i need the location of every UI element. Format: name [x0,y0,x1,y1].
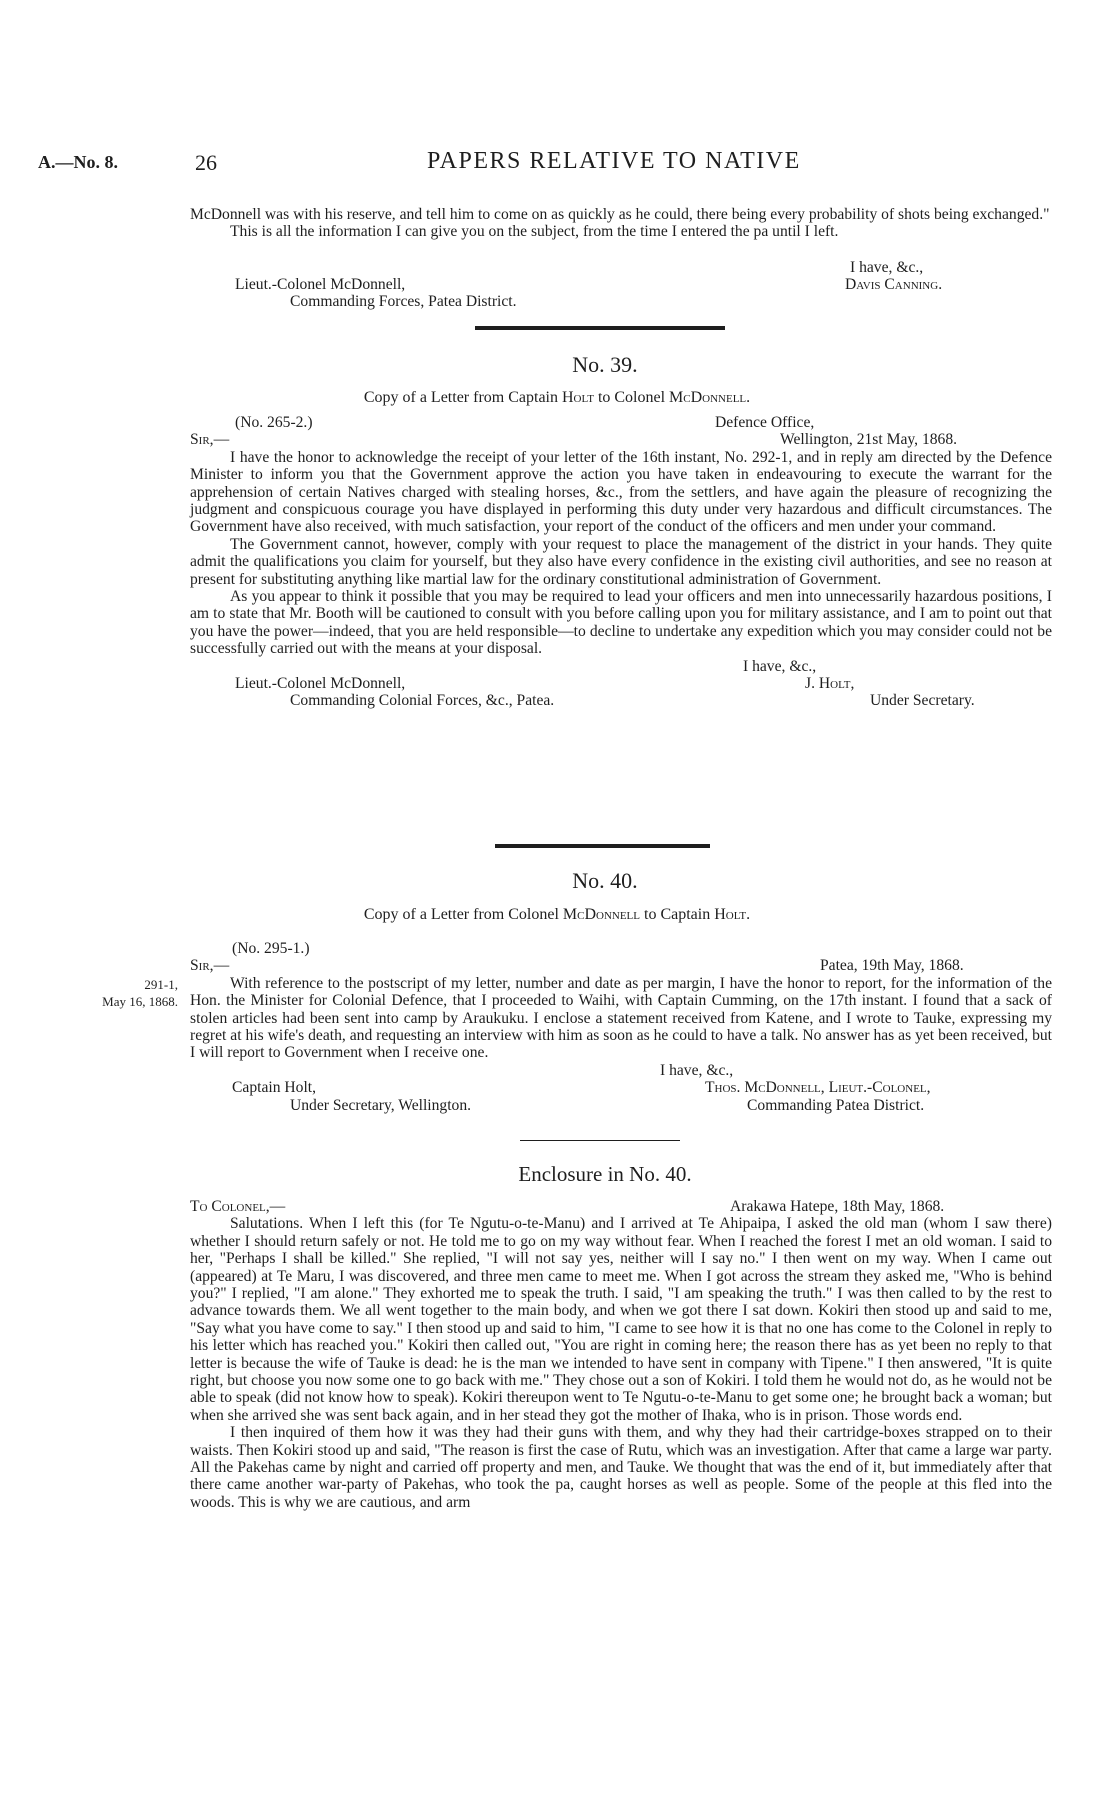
letter-reference: (No. 295-1.) [232,940,310,957]
letter-reference: (No. 265-2.) [235,414,313,431]
continuation-paragraph: This is all the information I can give you on the subject, from the time I entered the pa until I left. [230,223,839,241]
continuation-block [190,206,1052,241]
letter-subtitle: Copy of a Letter from Captain Holt to Colonel McDonnell. [363,389,751,406]
closing-phrase: I have, &c., [850,258,924,276]
place-date: Wellington, 21st May, 1868. [780,431,958,449]
letter-number-heading: No. 39. [572,352,638,377]
signature: J. Holt, [805,675,855,693]
place-date: Arakawa Hatepe, 18th May, 1868. [730,1198,945,1215]
enclosure-letter [190,1198,1052,1511]
section-rule [475,326,725,330]
letter-paragraph: I have the honor to acknowledge the receipt of your letter of the 16th instant, No. 292-1, and in reply am directed by the Defence Minister to inform you that the Government approve the action you have taken in endeavouring to execute the warrant for the apprehension of certain Natives charged with stealing horses, &c., from the settlers, and have again the pleasure of recognizing the judgment and conspicuous courage you have displayed in performing this duty under very hazardous and difficult circumstances. The Government have also received, with much satisfaction, your report of the conduct of the officers and men under your command. [190,448,1052,536]
document-reference: A.—No. 8. [38,152,118,172]
letter-number-heading: No. 40. [572,868,638,893]
addressee-name: Captain Holt, [232,1079,317,1097]
salutation: Sir,— [190,431,230,449]
closing-phrase: I have, &c., [743,657,817,675]
addressee-name: Lieut.-Colonel McDonnell, [235,276,406,293]
section-rule [520,1140,680,1141]
office-name: Defence Office, [715,414,815,431]
page-number: 26 [195,150,217,175]
letter-paragraph: As you appear to think it possible that you may be required to lead your officers and men into unnecessarily hazardous positions, I am to state that Mr. Booth will be cautioned to consult with you before calling upon you for military assistance, and I am to point out that you have the power—indeed, that you are held responsible—to decline to undertake any expedition which you may consider could not be successfully carried out with the means at your disposal. [190,588,1052,658]
letter-39 [190,414,1052,710]
running-title: PAPERS RELATIVE TO NATIVE [427,148,801,174]
place-date: Patea, 19th May, 1868. [820,957,964,975]
addressee-title: Under Secretary, Wellington. [290,1096,472,1114]
addressee-title: Commanding Forces, Patea District. [290,293,517,311]
addressee-name: Lieut.-Colonel McDonnell, [235,675,406,693]
margin-note: 291-1, May 16, 1868. [102,977,178,1010]
salutation: Sir,— [190,957,230,975]
signature-title: Under Secretary. [870,692,975,710]
signature-title: Commanding Patea District. [747,1096,925,1114]
letter-subtitle: Copy of a Letter from Colonel McDonnell to Captain Holt. [363,906,751,923]
closing-phrase: I have, &c., [660,1061,734,1079]
continuation-addressee [190,276,1052,311]
addressee-title: Commanding Colonial Forces, &c., Patea. [290,692,555,710]
letter-paragraph: With reference to the postscript of my letter, number and date as per margin, I have the honor to report, for the information of the Hon. the Minister for Colonial Defence, that I proceeded to Waihi, with Captain Cumming, on the 17th instant. I found that a sack of stolen articles had been sent into camp by Araukuku. I enclose a statement received from Katene, and I wrote to Tauke, expressing my regret at his wife's death, and requesting an interview with him as soon as he could to have a talk. No answer has as yet been received, but I will report to Government when I receive one. [190,974,1052,1062]
letter-paragraph: I then inquired of them how it was they had their guns with them, and why they had their cartridge-boxes strapped on to their waists. Then Kokiri stood up and said, "The reason is first the case of Rutu, which was an investigation. After that came a large war party. All the Pakehas came by night and carried off property and men, and Tauke. We thought that was the end of it, but immediately after that there came another war-party of Pakehas, who took the pa, caught horses as well as people. Some of the people at this fled into the woods. This is why we are cautious, and arm [190,1424,1052,1511]
continuation-paragraph: McDonnell was with his reserve, and tell him to come on as quickly as he could, there being every probability of shots being exchanged." [190,206,1050,223]
signature: Thos. McDonnell, Lieut.-Colonel, [705,1079,931,1097]
salutation: To Colonel,— [190,1198,286,1215]
enclosure-heading: Enclosure in No. 40. [518,1162,692,1186]
signature: Davis Canning. [845,276,943,293]
letter-40 [190,940,1052,1114]
letter-paragraph: Salutations. When I left this (for Te Ngutu-o-te-Manu) and I arrived at Te Ahipaipa, I asked the old man (whom I saw there) whether I should return safely or not. He told me to go on my way without fear. When I reached the forest I met an old woman. I said to her, "Perhaps I shall be killed." She replied, "I will not say yes, neither will I say no." I then went on my way. When I came out (appeared) at Te Maru, I was discovered, and three men came to meet me. When I got across the stream they asked me, "Who is behind you?" I replied, "I am alone." They exhorted me to speak the truth. I said, "I am speaking the truth." I was then called to by the rest to advance towards them. We all went together to the main body, and when we got there I sat down. Kokiri then stood up and said to me, "Say what you have come to say." I then stood up and said to him, "I came to see how it is that no one has come to the Colonel in reply to his letter which has reached you." Kokiri then called out, "You are right in coming here; the reason there has as yet been no reply to that letter is because the wife of Tauke is dead: he is the man we intended to have sent in company with Tipene." I then answered, "It is quite right, but choose you now some one to go back with me." They chose out a son of Kokiri. I told them he would not do, as he would not be able to speak (did not know how to speak). Kokiri thereupon went to Te Ngutu-o-te-Manu to get some one; he brought back a woman; but when she arrived she was sent back again, and in her stead they got the mother of Ihaka, who is in prison. Those words end. [190,1215,1052,1424]
section-rule [495,844,710,848]
letter-paragraph: The Government cannot, however, comply with your request to place the management of the district in your hands. They quite admit the qualifications you claim for yourself, but they also have every confidence in the existing civil authorities, and see no reason at present for substituting anything like martial law for the ordinary constitutional administration of Government. [190,535,1052,588]
